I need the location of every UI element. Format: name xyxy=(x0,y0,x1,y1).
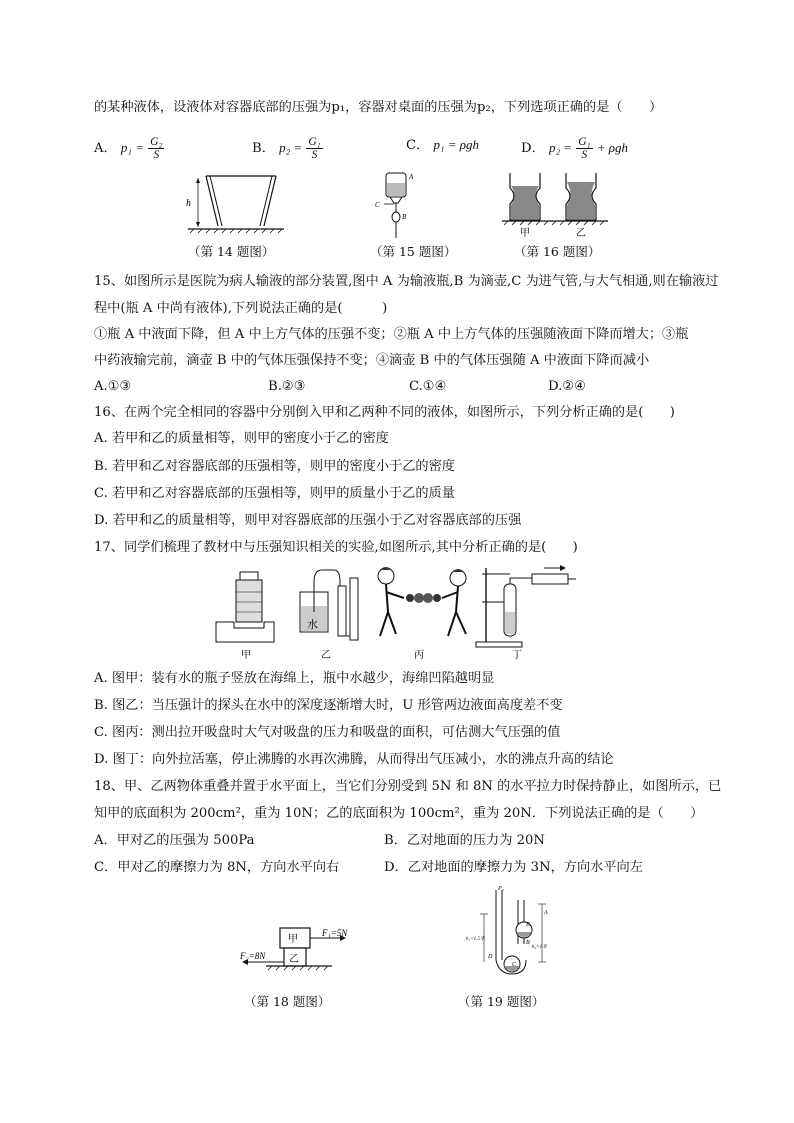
q17-option-b: B. 图乙：当压强计的探头在水中的深度逐渐增大时，U 形管两边液面高度差不变 xyxy=(94,698,563,713)
option-c-expr: p₁ = ρgh xyxy=(433,137,480,152)
fig18-jia-label: 甲 xyxy=(288,934,298,945)
caption-fig15: （第 15 题图） xyxy=(370,244,457,259)
fig19-c-label: C xyxy=(512,962,517,968)
option-a-label: A． xyxy=(94,141,117,156)
fig15-c-label: C xyxy=(375,201,380,209)
q16-option-a: A. 若甲和乙的质量相等，则甲的密度小于乙的密度 xyxy=(94,431,389,446)
figure-17-experiments xyxy=(214,562,578,662)
fig18-f2-label: F₂=8N xyxy=(240,951,266,961)
option-d-lhs: p₂ = xyxy=(548,140,573,155)
caption-fig16: （第 16 题图） xyxy=(514,244,601,259)
fig17-bing-tug xyxy=(378,567,466,661)
fig16-jia-label: 甲 xyxy=(520,228,530,239)
fig16-right-container xyxy=(566,173,596,220)
q14-option-b xyxy=(252,136,323,161)
q14-stem: 的某种液体，设液体对容器底部的压强为p₁，容器对桌面的压强为p₂，下列选项正确的是（ ） xyxy=(94,100,663,115)
q15-statement-line3: ①瓶 A 中液面下降，但 A 中上方气体的压强不变；②瓶 A 中上方气体的压强随液面下降而增大；③瓶 xyxy=(94,327,689,342)
option-c-label: C． xyxy=(406,138,430,153)
fig17-yi-label: 乙 xyxy=(321,650,331,661)
option-b-lhs: p₂ = xyxy=(279,140,303,155)
fig19-p0-label: P₀ xyxy=(498,886,504,892)
q15-stem-line1: 15、如图所示是医院为病人输液的部分装置,图中 A 为输液瓶,B 为滴壶,C 为进气管,与大气相通,则在输液过 xyxy=(94,274,719,289)
q15-stem-line2: 程中(瓶 A 中尚有液体),下列说法正确的是( ) xyxy=(94,301,388,316)
option-a-denominator: S xyxy=(153,149,160,161)
option-d-numerator: G₁ xyxy=(578,136,591,148)
q18-option-c: C．甲对乙的摩擦力为 8N，方向水平向右 xyxy=(94,860,340,875)
q18-option-a: A．甲对乙的压强为 500Pa xyxy=(94,833,255,848)
q18-stem-line2: 知甲的底面积为 200cm²，重为 10N；乙的底面积为 100cm²，重为 20N．下列说法正确的是（ ） xyxy=(94,806,704,821)
option-a-lhs: p₁ = xyxy=(120,140,144,155)
q18-option-b: B．乙对地面的压力为 20N xyxy=(384,833,545,848)
figure-15-infusion xyxy=(372,170,422,242)
q14-option-d xyxy=(521,136,628,161)
q15-option-a: A.①③ xyxy=(94,379,132,394)
option-a-fraction xyxy=(148,136,164,161)
fig17-water-label: 水 xyxy=(307,619,318,631)
fig14-h-label: h xyxy=(186,198,191,209)
figure-16-containers xyxy=(500,168,612,240)
q15-option-b: B.②③ xyxy=(268,379,306,394)
fig16-left-container xyxy=(510,173,540,220)
option-d-label: D． xyxy=(521,141,545,156)
q16-option-c: C. 若甲和乙对容器底部的压强相等，则甲的质量小于乙的质量 xyxy=(94,486,455,501)
option-b-denominator: S xyxy=(311,149,318,161)
q15-option-c: C.①④ xyxy=(409,379,447,394)
fig19-h1-label: h₁=1.5米 xyxy=(466,937,485,942)
q17-option-d: D. 图丁：向外拉活塞，停止沸腾的水再次沸腾，从而得出气压减小，水的沸点升高的结论 xyxy=(94,752,614,767)
fig18-f1-label: F₁=5N xyxy=(322,928,348,938)
option-a-numerator: G₂ xyxy=(150,136,163,148)
q14-option-a xyxy=(94,136,164,161)
caption-fig18: （第 18 题图） xyxy=(244,994,331,1009)
fig17-bing-label: 丙 xyxy=(414,650,424,661)
q18-stem-line1: 18、甲、乙两物体重叠并置于水平面上，当它们分别受到 5N 和 8N 的水平拉力时保持静止，如图所示，已 xyxy=(94,779,722,794)
option-b-numerator: G₁ xyxy=(308,136,321,148)
q16-stem: 16、在两个完全相同的容器中分别倒入甲和乙两种不同的液体，如图所示，下列分析正确的是( ) xyxy=(94,405,675,420)
fig17-ding-syringe-flask xyxy=(476,565,576,661)
fig19-a-label: A xyxy=(544,910,548,916)
option-b-fraction xyxy=(306,136,322,161)
q18-option-d: D．乙对地面的摩擦力为 3N，方向水平向左 xyxy=(384,860,643,875)
option-d-fraction xyxy=(576,136,592,161)
figure-19-manometer xyxy=(466,884,562,976)
q14-option-c xyxy=(406,136,479,155)
fig15-a-label: A xyxy=(409,173,414,181)
caption-fig19: （第 19 题图） xyxy=(458,994,545,1009)
q17-stem: 17、同学们梳理了教材中与压强知识相关的实验,如图所示,其中分析正确的是( ) xyxy=(94,540,578,555)
fig17-ding-label: 丁 xyxy=(512,650,522,661)
fig19-e-label: E xyxy=(526,922,530,928)
option-b-label: B． xyxy=(252,141,275,156)
q16-option-b: B. 若甲和乙对容器底部的压强相等，则甲的密度小于乙的密度 xyxy=(94,459,455,474)
option-d-denominator: S xyxy=(581,149,588,161)
q15-statement-line4: 中药液输完前，滴壶 B 中的气体压强保持不变；④滴壶 B 中的气体压强随 A 中液面下降而减小 xyxy=(94,353,650,368)
fig15-b-label: B xyxy=(402,213,407,221)
q15-option-d: D.②④ xyxy=(548,379,586,394)
fig18-yi-label: 乙 xyxy=(289,954,299,965)
caption-fig14: （第 14 题图） xyxy=(188,244,275,259)
q16-option-d: D. 若甲和乙的质量相等，则甲对容器底部的压强小于乙对容器底部的压强 xyxy=(94,513,522,528)
fig16-yi-label: 乙 xyxy=(576,228,586,239)
q17-option-c: C. 图丙：测出拉开吸盘时大气对吸盘的压力和吸盘的面积，可估测大气压强的值 xyxy=(94,725,561,740)
fig17-jia-label: 甲 xyxy=(241,650,251,661)
fig17-jia-bottle-sponge xyxy=(216,572,274,661)
q17-option-a: A. 图甲：装有水的瓶子竖放在海绵上，瓶中水越少，海绵凹陷越明显 xyxy=(94,671,495,686)
figure-18-blocks xyxy=(236,924,366,976)
option-d-tail: + ρgh xyxy=(596,140,628,155)
fig19-h2-label: h₂=1米 xyxy=(532,945,548,950)
figure-14-container xyxy=(180,172,290,240)
fig17-yi-manometer xyxy=(300,570,358,661)
fig19-d-label: D xyxy=(488,954,493,960)
fig19-b-label: B xyxy=(526,940,530,946)
